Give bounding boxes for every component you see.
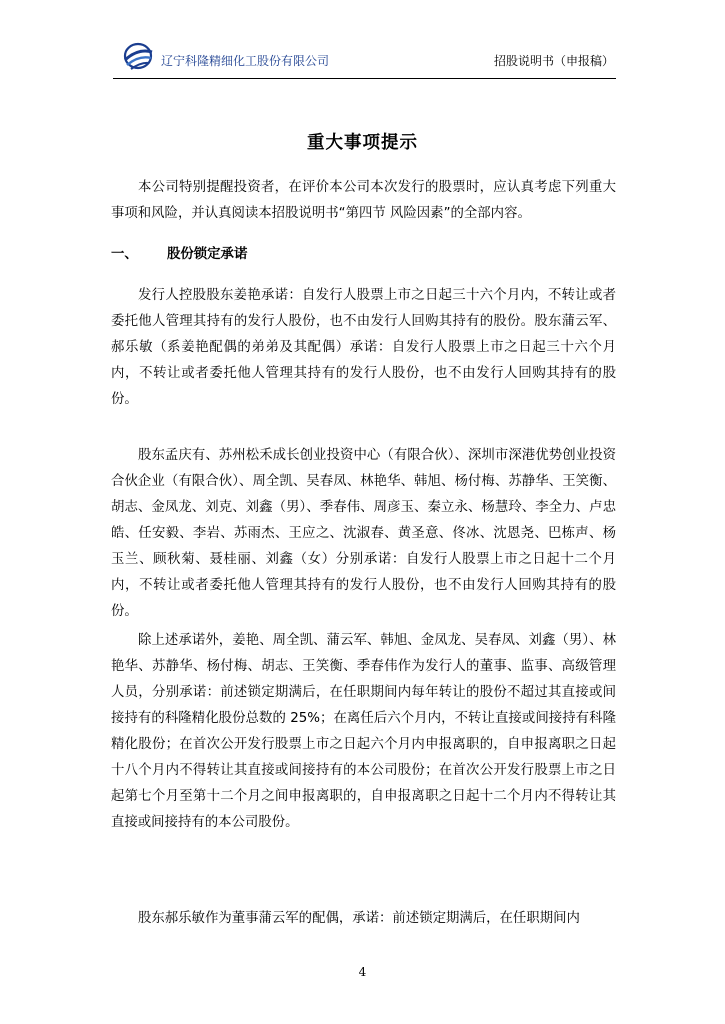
page-title: 重大事项提示: [307, 133, 418, 153]
company-logo-icon: [121, 42, 155, 72]
company-name: 辽宁科隆精细化工股份有限公司: [161, 54, 330, 68]
section-title: 股份锁定承诺: [167, 247, 248, 262]
section-heading: [111, 243, 247, 262]
paragraph-controlling-shareholder: 发行人控股股东姜艳承诺：自发行人股票上市之日起三十六个月内，不转让或者委托他人管理其持有的发行人股份，也不由发行人回购其持有的股份。股东蒲云军、郝乐敏（系姜艳配偶的弟弟及其配偶）承诺：自发行人股票上市之日起三十六个月内，不转让或者委托他人管理其持有的发行人股份，也不由发行人回购其持有的股份。: [111, 288, 616, 407]
document-type: 招股说明书（申报稿）: [493, 54, 614, 68]
page-header: [113, 40, 616, 79]
paragraph-spouse-commitment: 股东郝乐敏作为董事蒲云军的配偶，承诺：前述锁定期满后，在任职期间内: [138, 911, 580, 926]
section-number: 一、: [111, 247, 138, 262]
paragraph-other-shareholders: 股东孟庆有、苏州松禾成长创业投资中心（有限合伙）、深圳市深港优势创业投资合伙企业（有限合伙）、周全凯、吴春凤、林艳华、韩旭、杨付梅、苏静华、王笑衡、胡志、金凤龙、刘克、刘鑫（男）、季春伟、周彦玉、秦立永、杨慧玲、李全力、卢忠皓、任安毅、李岩、苏雨杰、王应之、沈淑春、黄圣意、佟冰、沈恩尧、巴栋声、杨玉兰、顾秋菊、聂桂丽、刘鑫（女）分别承诺：自发行人股票上市之日起十二个月内，不转让或者委托他人管理其持有的发行人股份，也不由发行人回购其持有的股份。: [111, 448, 616, 619]
intro-paragraph: 本公司特别提醒投资者，在评价本公司本次发行的股票时，应认真考虑下列重大事项和风险，并认真阅读本招股说明书“第四节 风险因素”的全部内容。: [111, 180, 616, 221]
paragraph-directors-commitment: 除上述承诺外，姜艳、周全凯、蒲云军、韩旭、金凤龙、吴春凤、刘鑫（男）、林艳华、苏静华、杨付梅、胡志、王笑衡、季春伟作为发行人的董事、监事、高级管理人员，分别承诺：前述锁定期满后，在任职期间内每年转让的股份不超过其直接或间接持有的科隆精化股份总数的 25%；在离任后六个月内，不转让直接或间接持有科隆精化股份；在首次公开发行股票上市之日起六个月内申报离职的，自申报离职之日起十八个月内不得转让其直接或间接持有的本公司股份；在首次公开发行股票上市之日起第七个月至第十二个月之间申报离职的，自申报离职之日起十二个月内不得转让其直接或间接持有的本公司股份。: [111, 633, 616, 830]
page-number: 4: [358, 965, 367, 979]
